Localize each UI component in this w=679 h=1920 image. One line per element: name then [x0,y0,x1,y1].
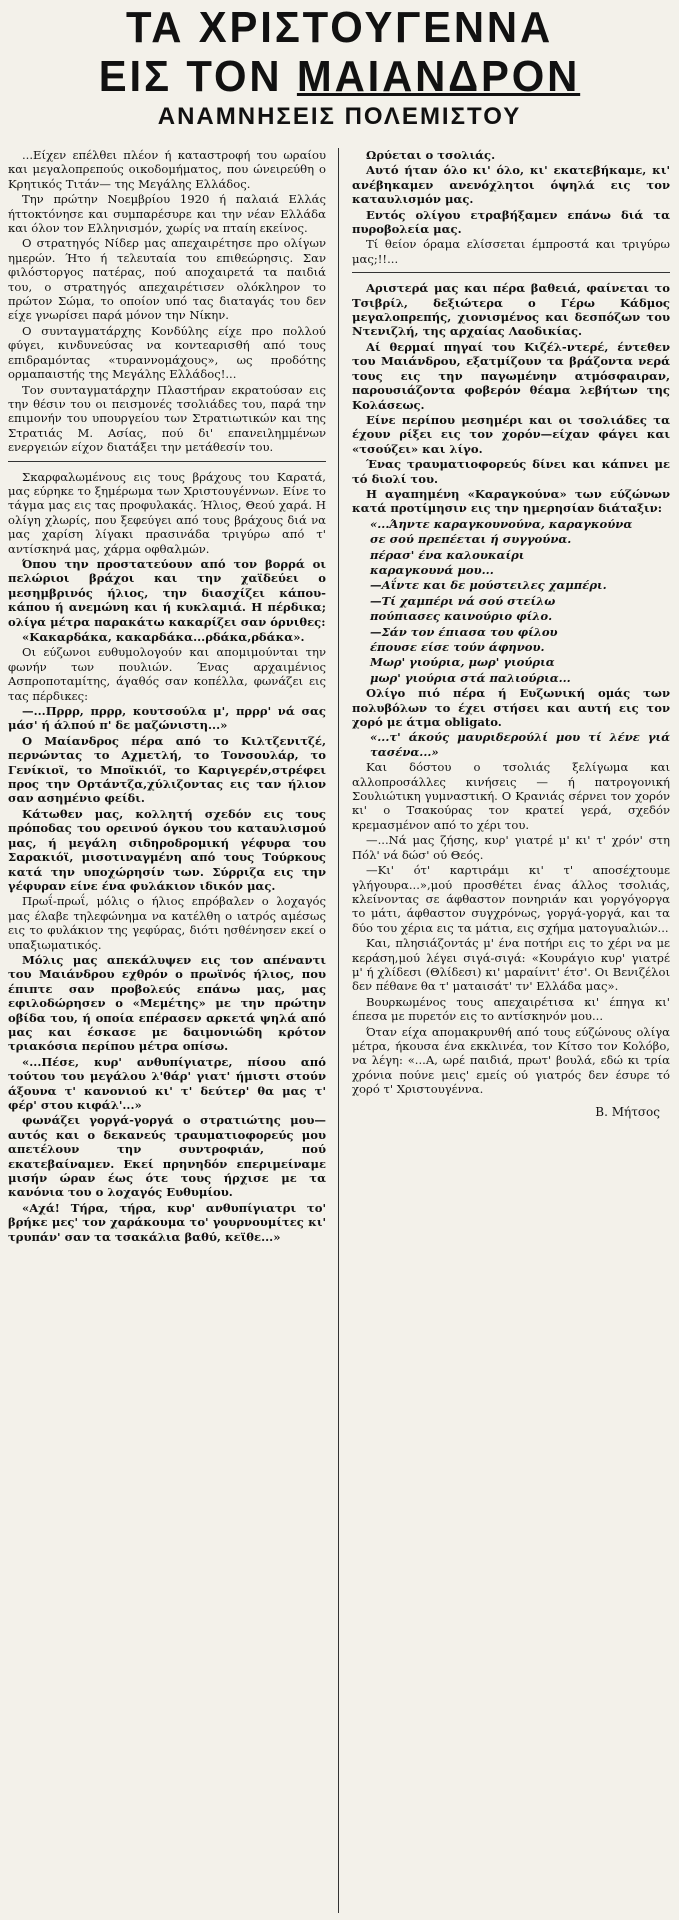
paragraph: —Κι' ότ' καρτιράμι κι' τ' αποσέχτουμε γλήγουρα...»,μού προσθέτει ένας άλλος τσολιάς, κλείνοντας σε άφθαστον πονηριάν και γοργόγοργα το μάτι, άφθαστον συγχρόνως, γοργά-γοργά, και τα δύο του χέρια εις τα μάτια, εις σχήμα ματογυαλιών... [352,863,670,935]
headline-line2 [17,52,662,102]
song-line: καραγκουνά μου... [370,562,494,577]
paragraph: Βουρκωμένος τους απεχαιρέτισα κι' έπηγα κι' έπεσα με πυρετόν εις το αντίσκηνόν μου... [352,994,670,1024]
right-column [352,148,670,1119]
paragraph: Κάτωθεν μας, κολλητή σχεδόν εις τους πρόποδας του ορεινού όγκου του καταυλισμού μας, ή μεγάλη σιδηροδρομική γέφυρα του Σαρακιόϊ, μισοτιναγμένη από τους Τούρκους κατά την υποχώρησίν των. Σύρριζα εις την γέφυραν είνε ένα φυλάκιον ιδικόν μας. [8,806,326,893]
paragraph: Την πρώτην Νοεμβρίου 1920 ή παλαιά Ελλάς ήττοκτόνησε και συμπαρέσυρε και την νέαν Ελλάδα και όλον τον Ελληνισμόν, χωρίς να πταίη εκείνος. [8,192,326,236]
paragraph: —...Πρρρ, πρρρ, κουτσούλα μ', πρρρ' νά σας μάσ' ή άλπού π' δε μαζώνιστη...» [8,704,326,733]
song-line: πέρασ' ένα καλουκαίρι [370,547,525,562]
paragraph: Ο συνταγματάρχης Κονδύλης είχε προ πολλού φύγει, κινδυνεύσας να κοντεαρισθή από τους επιδραμόντας «τυραννομάχους», ως προδότης ορμαπαιστής της Μεγάλης Ελλάδος!... [8,323,326,382]
article-header [0,0,679,132]
headline-line1: ΤΑ ΧΡΙΣΤΟΥΓΕΝΝΑ [125,3,554,52]
paragraph: Σκαρφαλωμένους εις τους βράχους του Καρατά, μας εύρηκε το ξημέρωμα των Χριστουγέννων. Είνε το τάγμα μας εις τας προφυλακάς. Ήλιος, Θεού χαρά. Η ολίγη χλωρίς, που ξεφεύγει από τους βράχους διά να μας χαρίση λίγακι πρασινάδα τριγύρω από τ' αντίσκηνά μας, χάρμα οφθαλμών. [8,469,326,556]
paragraph: Ωρύεται ο τσολιάς. [366,148,496,162]
article-subtitle: ΑΝΑΜΝΗΣΕΙΣ ΠΟΛΕΜΙΣΤΟΥ [157,103,522,130]
song-line: σε σού πρεπέεται ή συγγούνα. [370,532,572,547]
paragraph: Ο στρατηγός Νίδερ μας απεχαιρέτησε προ ολίγων ημερών. Ήτο ή τελευταία του επιθεώρησις. Σαν φιλόστοργος πατέρας, πού αποχαιρετά τα παιδιά του, ο στρατηγός απεχαιρέτισεν ολόκληρον το πρώτον Σώμα, το οποίον υπό τας διαταγάς του δεν είχε γνωρίσει παρά μόνον την Νίκην. [8,236,326,323]
song-line: πούπιασες καινούριο φίλο. [370,609,553,624]
paragraph: Αριστερά μας και πέρα βαθειά, φαίνεται το Τσιβρίλ, δεξιώτερα ο Γέρω Κάδμος μεγαλοπρεπής, χιονισμένος και δεσπόζων του Ντενιζλή, της αρχαίας Λαοδικίας. [352,281,670,339]
paragraph: Όπου την προστατεύουν από τον βορρά οι πελώριοι βράχοι και την χαϊδεύει ο μεσημβρινός ήλιος, την διασχίζει κάπου-κάπου ή ανεμώνη και ή κυκλαμιά. Η πέρδικα; ολίγα μέτρα παρακάτω κακαρίζει σαν όρνιθες: [8,556,326,629]
paragraph: Αί θερμαί πηγαί του Κιζέλ-ντερέ, έντεθεν του Μαιάνδρου, εξατμίζουν τα βράζοντα νερά τους εις την παγωμένην ατμόσφαιραν, παρουσιάζοντα φοβερόν θέαμα λεβήτων της Κολάσεως. [352,339,670,412]
paragraph: Ένας τραυματιοφορεύς δίνει και κάπνει με τό διολί του. [352,457,670,486]
paragraph: «Κακαρδάκα, κακαρδάκα...ρδάκα,ρδάκα». [22,630,305,644]
paragraph: Είνε περίπου μεσημέρι και οι τσολιάδες τα έχουν ρίξει εις τον χορόν—είχαν φάγει και «τσούζει» και λίγο. [352,412,670,456]
paragraph: ...Είχεν επέλθει πλέον ή καταστροφή του ωραίου και μεγαλοπρεπούς οικοδομήματος, που ώνειρεύθη ο Κρητικός Τιτάν— της Μεγάλης Ελλάδος. [8,148,326,191]
paragraph: Αυτό ήταν όλο κι' όλο, κι' εκατεβήκαμε, κι' ανέβηκαμεν ανενόχλητοι όψηλά εις τον καταυλισμόν μας. [352,163,670,207]
paragraph: Οι εύζωνοι ευθυμολογούν και απομιμούνται την φωνήν των πουλιών. Ένας αρχαιμένιος Ασπροποταμίτης, άγαθός σαν κοπέλλα, φωνάζει εις τας πέρδικες: [8,645,326,703]
paragraph: Ολίγο πιό πέρα ή Ευζωνική ομάς των πολυβόλων το έχει στήσει και αυτή εις τον χορό με άτμα obligato. [352,686,670,730]
section-divider [8,461,326,462]
paragraph: φωνάζει γοργά-γοργά ο στρατιώτης μου—αυτός και ο δεκανεύς τραυματιοφορεύς μου απετέλουν την συντροφιάν, πού εκατεβαίναμεν. Εκεί πρηνηδόν επεριμείναμε μισήν ώραν έως ότε τους ήρχισε με τα κανόνια του ο λοχαγός Ευθυμίου. [8,1113,326,1200]
paragraph: Τί θείον όραμα ελίσσεται έμπροστά και τριγύρω μας;!!... [352,237,670,266]
paragraph: Τον συνταγματάρχην Πλαστήραν εκρατούσαν εις την θέσιν του οι πεισμονές τσολιάδες του, παρά την επιμονήν του υπουργείου των Στρατιωτικών και της Στρατιάς Μ. Ασίας, πού δι' επανειλημμένων ενεργειών είχον διατάξει την μετάθεσίν του. [8,382,326,455]
paragraph: Εντός ολίγου ετραβήξαμεν επάνω διά τα πυροβολεία μας. [352,207,670,237]
song-line: έπουσε είσε τούν άφηνου. [370,640,545,654]
left-column [8,148,326,1245]
paragraph: Μόλις μας απεκάλυψεν εις τον απέναντι του Μαιάνδρου εχθρόν ο πρωϊνός ήλιος, που έπιπτε σαν προβολεύς επάνω μας, μας εφιλοδώρησεν ο «Μεμέτης» με την πρώτην οβίδα του, ή οποία επέρασεν αρκετά ψηλά από μας και έσκασε με δαιμονιώδη κρότον τριακόσια περίπου μέτρα οπίσω. [8,952,326,1054]
song-line: μωρ' γιούρια στά παλιούρια... [370,670,571,685]
paragraph: Πρωΐ-πρωΐ, μόλις ο ήλιος επρόβαλεν ο λοχαγός μας έλαβε τηλεφώνημα να κατέλθη ο ιατρός αμέσως εις το φυλάκιον της γεφύρας, διότι ησθένησεν εκεί ο υπαξιωματικός. [8,894,326,952]
song-line: —Σάν τον έπιασα του φίλου [370,624,558,639]
section-divider [352,272,670,273]
paragraph: Και δόστου ο τσολιάς ξελίγωμα και αλλοπροσάλλες κινήσεις — ή πατρογονική Σουλιώτικη γυμναστική. Ο Κρανιάς σέρνει τον χορόν κι' ο Τσακούρας τον κρατεί γερά, σχεδόν κρεμασμένον από το χέρι του. [352,760,670,832]
paragraph: Και, πλησιάζοντάς μ' ένα ποτήρι εις το χέρι να με κεράση,μού λέγει σιγά-σιγά: «Κουράγιο κυρ' γιατρέ μ' ή χλίδεσι (Θλίδεσι) κι' μαραίνιτ' έτσ'. Οι Βενιζέλοι δεν πέθανε θα τ' ματαισάτ' τν' Ελλάδα μας». [352,936,670,994]
paragraph: —...Νά μας ζήσης, κυρ' γιατρέ μ' κι' τ' χρόν' στη Πόλ' νά δώσ' ού Θεός. [352,833,670,862]
song-line: Μωρ' γιούρια, μωρ' γιούρια [370,655,555,670]
paragraph: «...Πέσε, κυρ' ανθυπίγιατρε, πίσου από τούτου του μεγάλου λ'θάρ' γιατ' ήμιστι στούν άξουνα τ' κανονιού κι' τ' δεύτερ' θα μας τ' φέρ' στου κιφάλ'...» [8,1054,326,1112]
paragraph: «Αχά! Τήρα, τήρα, κυρ' ανθυπίγιατρι το' βρήκε μες' τον χαράκουμα το' γουρνουμίτες κι' τρυπάν' σαν τα τσακάλια βαθύ, κεϊθε...» [8,1200,326,1244]
paragraph: Όταν είχα απομακρυνθή από τους εύζώνους ολίγα μέτρα, ήκουσα ένα εκκλινέα, τον Κίτσο τον Κολόβο, να λέγη: «...Α, ωρέ παιδιά, πρωτ' βουλά, εδώ κι τρία χρόνια πούνε μεις' εμείς ού γιατρός δεν έσυρε τό χορό τ' Χριστουγέννα. [352,1024,670,1097]
song-line: —Τί χαμπέρι νά σού στείλω [370,593,556,608]
headline-prefix: ΕΙΣ ΤΟΝ [98,52,297,101]
song-line: «...τ' άκούς μαυριδερούλί μου τί λένε γιά τασένα...» [370,730,670,759]
paragraph: Ο Μαίανδρος πέρα από το Κιλτζενιτζέ, περνώντας το Αχμετλή, το Τονσουλάρ, το Γενίκιοϊ, το Μποϊκιόϊ, το Καριγερέν,στρέφει προς την Ορτάντζα,χύλιζοντας εις ταν ήλιον σαν ασημένιο φείδι. [8,733,326,806]
song-line: «...Άηντε καραγκουνούνα, καραγκούνα [370,516,633,531]
song-line: —Αΐντε και δε μούστειλες χαμπέρι. [370,578,607,593]
headline-word: ΜΑΙΑΝΔΡΟΝ [296,52,581,101]
column-rule [338,148,339,1913]
author-signature: Β. Μήτσος [595,1104,660,1119]
paragraph: Η αγαπημένη «Καραγκούνα» των εύζώνων κατά προτίμησιν εις την ημερησίαν διάταξιν: [352,486,670,516]
